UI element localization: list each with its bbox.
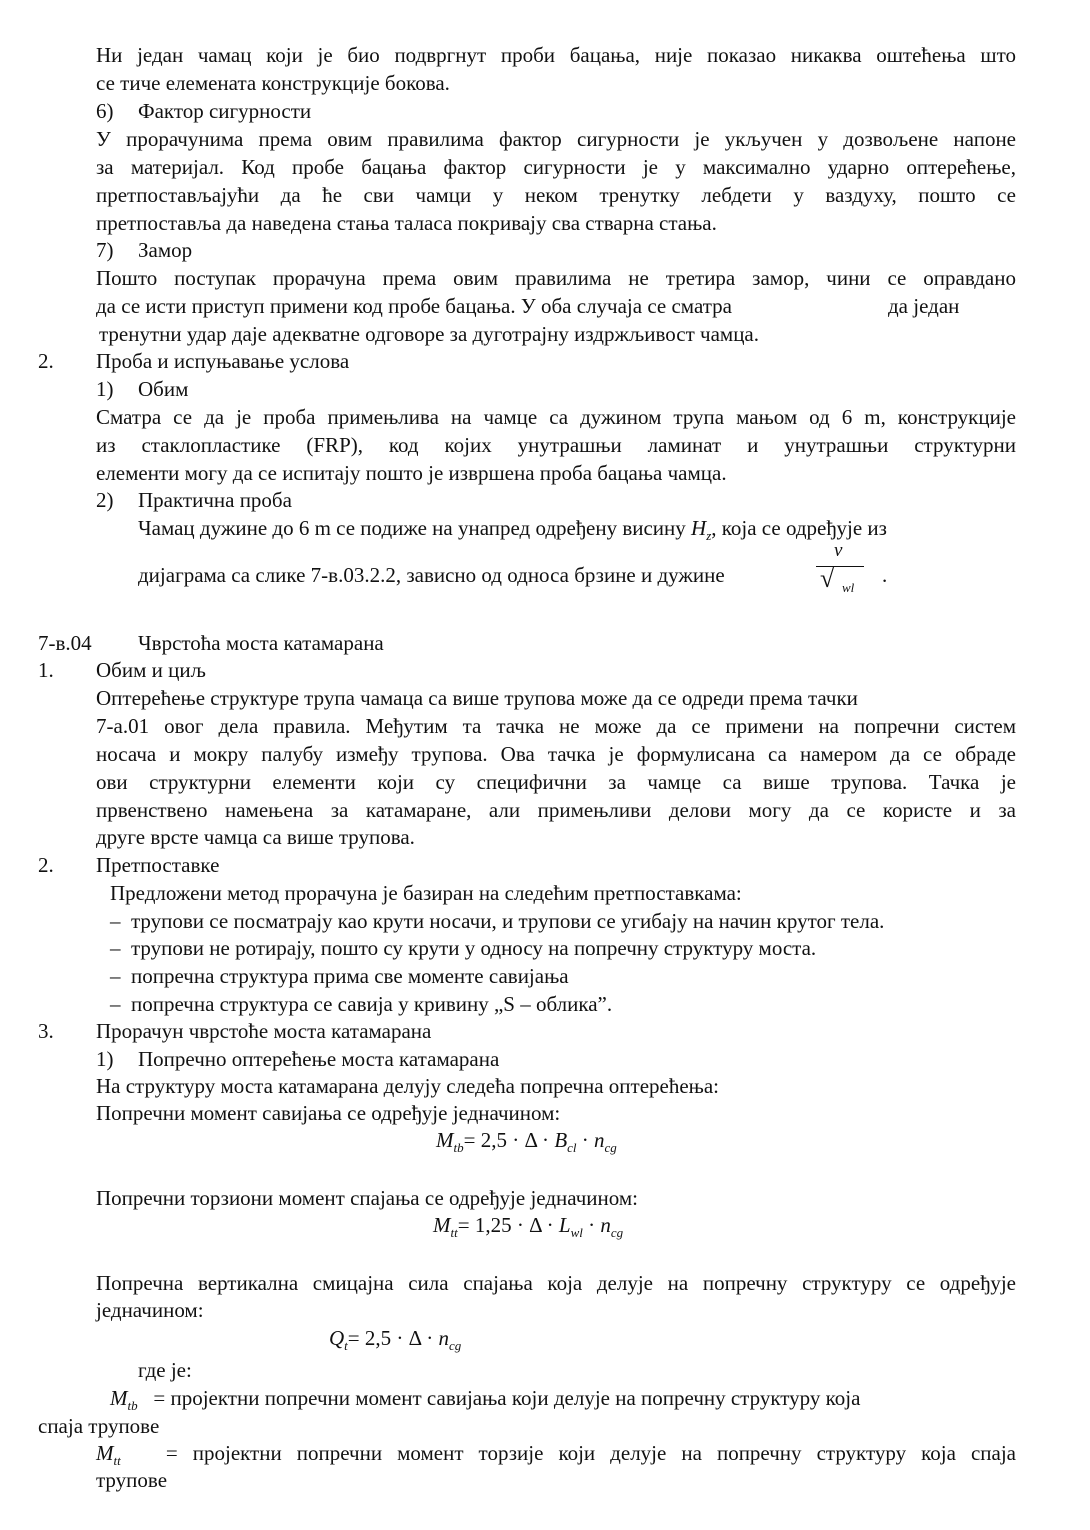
subheading-number: 6) — [96, 99, 114, 123]
dash-icon: – — [110, 992, 121, 1016]
section-title: Обим и циљ — [96, 658, 206, 682]
paragraph-line: једначином: — [96, 1298, 204, 1322]
eq-text: · — [576, 1128, 595, 1152]
eq-text: = 2,5 · Δ · — [347, 1326, 439, 1350]
paragraph-line: претпостављајући да ће сви чамци у неком тренутку лебдети у ваздуху, пошто се — [96, 183, 1016, 207]
fraction-numerator: v — [834, 540, 843, 561]
equation-mtb — [436, 1127, 617, 1161]
paragraph-line: за материјал. Код пробе бацања фактор сигурности је у максимално ударно оптерећење, — [96, 155, 1016, 179]
section-number: 2. — [38, 853, 54, 877]
subheading-number: 2) — [96, 488, 114, 512]
section-title: Проба и испуњавање услова — [96, 349, 350, 373]
paragraph-line: На структуру моста катамарана делују следећа попречна оптерећења: — [96, 1074, 720, 1098]
subheading-practical-test: Практична проба — [138, 488, 292, 512]
section-title: Претпоставке — [96, 853, 220, 877]
paragraph-line: из стаклопластике (FRP), код којих унутрашњи ламинат и унутрашњи структурни — [96, 433, 1016, 457]
definition-mtb — [110, 1385, 860, 1419]
text: , која се одређује из — [711, 516, 887, 540]
paragraph-line: Попречни торзиони момент спајања се одређује једначином: — [96, 1186, 639, 1210]
eq-symbol: n — [594, 1128, 605, 1152]
paragraph-line — [138, 515, 887, 549]
paragraph-line: друге врсте чамца са више трупова. — [96, 825, 415, 849]
paragraph-line: носача и мокру палубу између трупова. Ова тачка је формулисана са намером да се обраде — [96, 742, 1016, 766]
section-title: Прорачун чврстоће моста катамарана — [96, 1019, 432, 1043]
sqrt-icon: √ — [820, 564, 835, 593]
def-subscript: tb — [127, 1398, 138, 1413]
subheading-number: 1) — [96, 1047, 114, 1071]
bullet-item — [110, 935, 816, 961]
equation-qt — [329, 1325, 461, 1359]
section-number: 1. — [38, 658, 54, 682]
symbol-hz: H — [691, 516, 707, 540]
chapter-code: 7-в.04 — [38, 631, 92, 655]
paragraph-line: да један — [888, 294, 960, 318]
eq-text: · — [582, 1213, 601, 1237]
paragraph-line: У прорачунима према овим правилима фактор сигурности је укључен у дозвољене напоне — [96, 127, 1016, 151]
eq-symbol: n — [600, 1213, 611, 1237]
definition-continuation: спаја трупове — [38, 1414, 160, 1438]
subheading-scope: Обим — [138, 377, 189, 401]
def-subscript: tt — [113, 1453, 121, 1468]
eq-text: = 1,25 · Δ · — [457, 1213, 559, 1237]
bullet-text: попречна структура се савија у кривину „S – облика”. — [131, 992, 613, 1016]
paragraph-line: Предложени метод прорачуна је базиран на следећим претпоставкама: — [110, 881, 742, 905]
dash-icon: – — [110, 909, 121, 933]
where-label: где је: — [138, 1358, 192, 1382]
eq-subscript: wl — [570, 1225, 583, 1240]
section-number: 3. — [38, 1019, 54, 1043]
subheading-transverse-load: Попречно оптерећење моста катамарана — [138, 1047, 500, 1071]
equation-mtt — [433, 1212, 623, 1246]
subheading-number: 1) — [96, 377, 114, 401]
paragraph-line: Оптерећење структуре трупа чамаца са више трупова може да се одреди према тачки — [96, 686, 858, 710]
paragraph-line: Сматра се да је проба примењлива на чамце са дужином трупа мањом од 6 m, конструкције — [96, 405, 1016, 429]
eq-subscript: cg — [448, 1338, 462, 1353]
chapter-title: Чврстоћа моста катамарана — [138, 631, 384, 655]
paragraph-line: ови структурни елементи који су специфични за чамце са више трупова. Тачка је — [96, 770, 1016, 794]
paragraph-line: Ни један чамац који је био подвргнут проби бацања, није показао никаква оштећења што — [96, 43, 1016, 67]
bullet-item — [110, 908, 884, 934]
text: Чамац дужине до 6 m се подиже на унапред одређену висину — [138, 516, 686, 540]
paragraph-line: дијаграма са слике 7-в.03.2.2, зависно од односа брзине и дужине — [138, 563, 725, 587]
paragraph-line: да се исти приступ примени код пробе бацања. У оба случаја се сматра — [96, 294, 732, 318]
def-symbol: M — [96, 1441, 114, 1465]
eq-symbol: Q — [329, 1326, 345, 1350]
paragraph-line: Пошто поступак прорачуна према овим правилима не третира замор, чини се оправдано — [96, 266, 1016, 290]
definition-mtt — [96, 1440, 1016, 1474]
definition-continuation: трупове — [96, 1468, 168, 1492]
paragraph-line: елементи могу да се испитају пошто је извршена проба бацања чамца. — [96, 461, 727, 485]
dash-icon: – — [110, 936, 121, 960]
eq-subscript: tb — [453, 1140, 464, 1155]
eq-text: = 2,5 · Δ · — [463, 1128, 555, 1152]
symbol-subscript: z — [706, 528, 712, 543]
dash-icon: – — [110, 964, 121, 988]
paragraph-line: претпоставља да наведена стања таласа покривају сва стварна стања. — [96, 211, 717, 235]
bullet-text: попречна структура прима све моменте савијања — [131, 964, 569, 988]
eq-symbol: M — [433, 1213, 451, 1237]
period: . — [882, 563, 888, 587]
paragraph-line: 7-а.01 овог дела правила. Међутим та тачка не може да се примени на попречни систем — [96, 714, 1016, 738]
paragraph-line: Попречна вертикална смицајна сила спајања која делује на попречну структуру се одређује — [96, 1271, 1016, 1295]
bullet-item — [110, 963, 569, 989]
paragraph-line: Попречни момент савијања се одређује једначином: — [96, 1101, 561, 1125]
eq-subscript: cg — [604, 1140, 617, 1155]
def-text: = пројектни попречни момент торзије који делује на попречну структуру која спаја — [165, 1441, 1017, 1465]
subheading-number: 7) — [96, 238, 114, 262]
eq-subscript: cl — [567, 1140, 577, 1155]
paragraph-line: тренутни удар даје адекватне одговоре за дуготрајну издржљивост чамца. — [99, 322, 760, 346]
paragraph-line: првенствено намењена за катамаране, али примењливи делови могу да се користе и за — [96, 798, 1016, 822]
eq-subscript: cg — [610, 1225, 624, 1240]
fraction-denominator-subscript: wl — [842, 580, 855, 595]
paragraph-line: се тиче елемената конструкције бокова. — [96, 71, 450, 95]
bullet-text: трупови не ротирају, пошто су крути у односу на попречну структуру моста. — [131, 936, 817, 960]
eq-symbol: B — [554, 1128, 568, 1152]
eq-symbol: L — [558, 1213, 571, 1237]
eq-symbol: n — [438, 1326, 449, 1350]
speed-length-ratio-formula — [812, 540, 872, 600]
def-text: = пројектни попречни момент савијања који делује на попречну структуру која — [153, 1386, 861, 1410]
eq-symbol: M — [436, 1128, 454, 1152]
eq-subscript: t — [344, 1338, 348, 1353]
eq-subscript: tt — [450, 1225, 458, 1240]
subheading-safety-factor: Фактор сигурности — [138, 99, 312, 123]
subheading-fatigue: Замор — [138, 238, 193, 262]
bullet-item — [110, 991, 612, 1017]
def-symbol: M — [110, 1386, 128, 1410]
section-number: 2. — [38, 349, 54, 373]
bullet-text: трупови се посматрају као крути носачи, и трупови се угибају на начин крутог тела. — [131, 909, 885, 933]
